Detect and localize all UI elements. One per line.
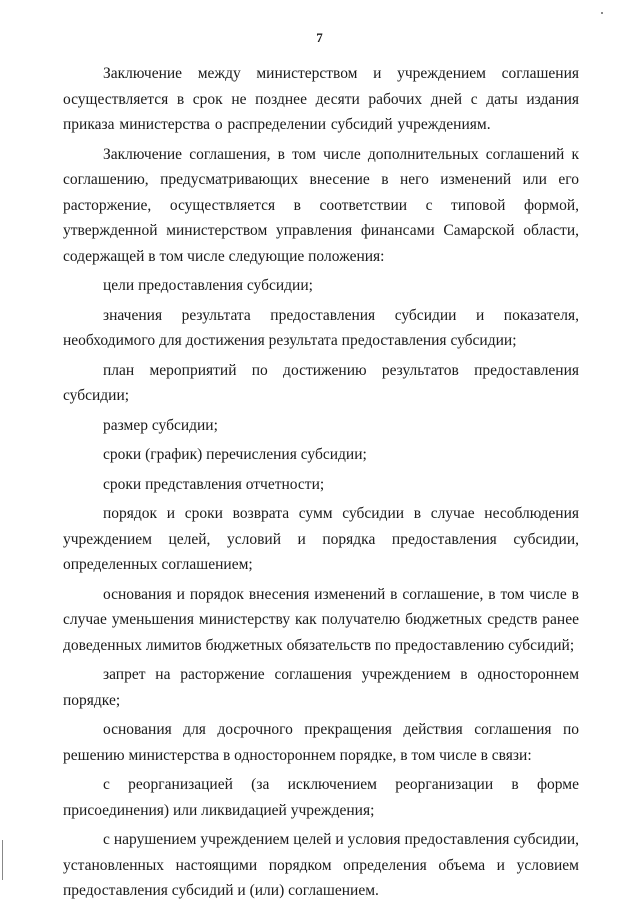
list-item-termination-ban: запрет на расторжение соглашения учреждением в одностороннем порядке; (63, 666, 579, 709)
list-item-amendment-grounds: основания и порядок внесения изменений в соглашение, в том числе в случае уменьшения министерству как получателю бюджетных средств ранее доведенных лимитов бюджетных обязательств по предоставлению субсидий; (63, 585, 579, 654)
list-item-early-termination: основания для досрочного прекращения действия соглашения по решению министерства в одностороннем порядке, в том числе в связи: (63, 721, 579, 764)
page-number: 7 (316, 30, 323, 45)
list-item-action-plan: план мероприятий по достижению результатов предоставления субсидии; (63, 361, 579, 404)
list-item-subsidy-goals: цели предоставления субсидии; (103, 277, 313, 294)
list-item-refund-procedure: порядок и сроки возврата сумм субсидии в случае несоблюдения учреждением целей, условий и порядка предоставления субсидии, определенных соглашением; (63, 505, 579, 573)
list-item-result-values: значения результата предоставления субсидии и показателя, необходимого для достижения результата предоставления субсидии; (63, 306, 579, 349)
list-item-violation: с нарушением учреждением целей и условия предоставления субсидии, установленных настоящими порядком определения объема и условием предоставления субсидий и (или) соглашением. (63, 831, 579, 899)
document-body (63, 61, 579, 908)
list-item-transfer-schedule: сроки (график) перечисления субсидии; (103, 446, 367, 463)
scan-mark-top-right (601, 12, 603, 14)
list-item-subsidy-amount: размер субсидии; (103, 416, 218, 434)
paragraph-agreement-form: Заключение соглашения, в том числе дополнительных соглашений к соглашению, предусматривающих внесение в него изменений или его расторжение, осуществляется в соответствии с типовой формой, утвержденной министерством управления финансами Самарской области, содержащей в том числе следующие положения: (63, 145, 579, 265)
scan-mark-left-edge (2, 840, 3, 880)
paragraph-agreement-deadline: Заключение между министерством и учреждением соглашения осуществляется в срок не позднее десяти рабочих дней с даты издания приказа министерства о распределении субсидий учреждениям. (63, 65, 579, 133)
list-item-reporting-deadlines: сроки представления отчетности; (103, 475, 325, 493)
list-item-reorganization: с реорганизацией (за исключением реорганизации в форме присоединения) или ликвидацией учреждения; (63, 776, 579, 819)
